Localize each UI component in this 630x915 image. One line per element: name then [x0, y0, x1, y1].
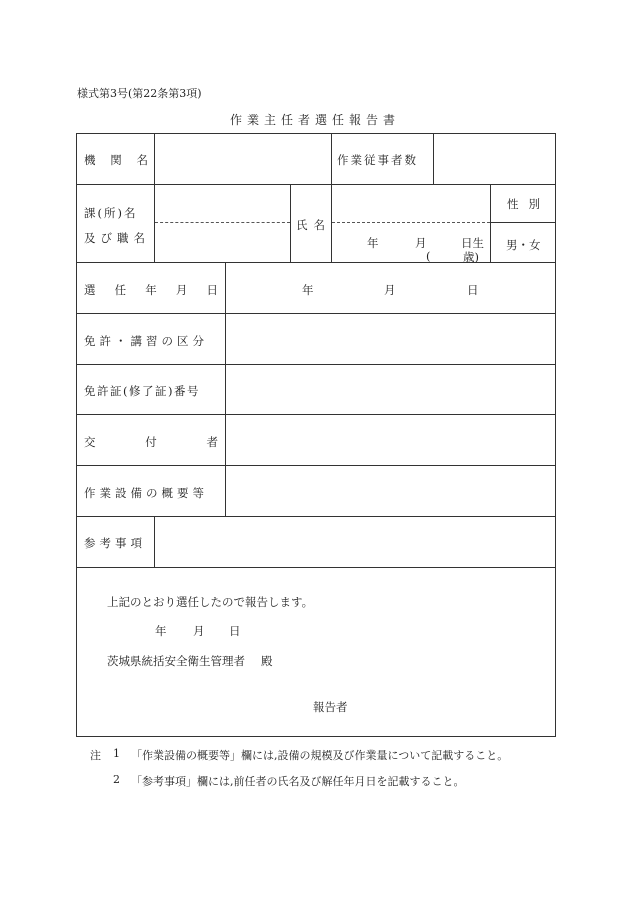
issuer-label: [84, 434, 218, 450]
job-title-label: 及び職名: [84, 231, 150, 245]
col-divider: [490, 184, 491, 262]
label-char: 機: [84, 153, 96, 167]
gender-label: 性別: [507, 197, 550, 211]
section-dashed-divider: [155, 222, 290, 223]
license-number-label: 免許証(修了証)番号: [84, 384, 200, 398]
row-divider: [76, 516, 556, 517]
recipient: 茨城県統括安全衛生管理者: [107, 654, 245, 668]
name-label: 氏名: [296, 218, 331, 232]
statement-year: 年: [155, 624, 167, 638]
label-char: 年: [145, 283, 157, 297]
dob-year: 年: [367, 236, 379, 250]
label-char: 選: [84, 283, 96, 297]
label-char: 任: [114, 283, 127, 297]
col-divider: [225, 262, 226, 516]
row-divider: [76, 262, 556, 263]
statement-day: 日: [229, 624, 241, 638]
row-divider: [76, 567, 556, 568]
col-divider: [154, 133, 155, 184]
age-close: 歳): [463, 250, 479, 264]
label-char: 日: [206, 283, 218, 297]
note-2-number: 2: [113, 773, 120, 786]
label-char: 月: [175, 283, 188, 297]
gender-options: 男・女: [506, 238, 541, 252]
label-char: 交: [84, 435, 96, 449]
note-2-text: 「参考事項」欄には,前任者の氏名及び解任年月日を記載すること。: [131, 775, 465, 788]
col-divider: [154, 516, 155, 567]
appointment-month: 月: [384, 283, 396, 297]
age-open: (: [426, 249, 431, 263]
section-label: 課(所)名: [84, 206, 138, 220]
agency-name-label: [84, 152, 148, 168]
honorific: 殿: [261, 654, 273, 668]
form-number: 様式第3号(第22条第3項): [77, 87, 202, 100]
row-divider: [76, 465, 556, 466]
statement-month: 月: [193, 624, 205, 638]
license-category-label: 免許・講習の区分: [84, 334, 208, 348]
row-divider: [76, 313, 556, 314]
equipment-summary-label: 作業設備の概要等: [84, 486, 208, 500]
note-1-text: 「作業設備の概要等」欄には,設備の規模及び作業量について記載すること。: [131, 749, 509, 762]
document-title: 作業主任者選任報告書: [229, 113, 400, 127]
row-divider: [76, 184, 556, 185]
row-divider: [76, 364, 556, 365]
col-divider: [331, 133, 332, 184]
name-dashed-divider: [332, 222, 490, 223]
label-char: 付: [145, 435, 157, 449]
col-divider: [433, 133, 434, 184]
gender-divider: [490, 222, 556, 223]
notes-prefix: 注: [90, 749, 101, 762]
col-divider: [290, 184, 291, 262]
note-1-number: 1: [113, 747, 120, 760]
label-char: 名: [136, 153, 148, 167]
dob-day-birth: 日生: [461, 236, 484, 250]
remarks-label: 参考事項: [84, 536, 146, 550]
reporter-label: 報告者: [313, 700, 348, 714]
dob-month: 月: [415, 236, 427, 250]
col-divider: [331, 184, 332, 262]
appointment-day: 日: [467, 283, 479, 297]
appointment-year: 年: [302, 283, 314, 297]
report-statement: 上記のとおり選任したので報告します。: [107, 595, 314, 609]
label-char: 者: [206, 435, 218, 449]
label-char: 関: [110, 153, 122, 167]
row-divider: [76, 414, 556, 415]
worker-count-label: 作業従事者数: [337, 153, 418, 167]
appointment-date-label: [84, 282, 218, 298]
col-divider: [154, 184, 155, 262]
